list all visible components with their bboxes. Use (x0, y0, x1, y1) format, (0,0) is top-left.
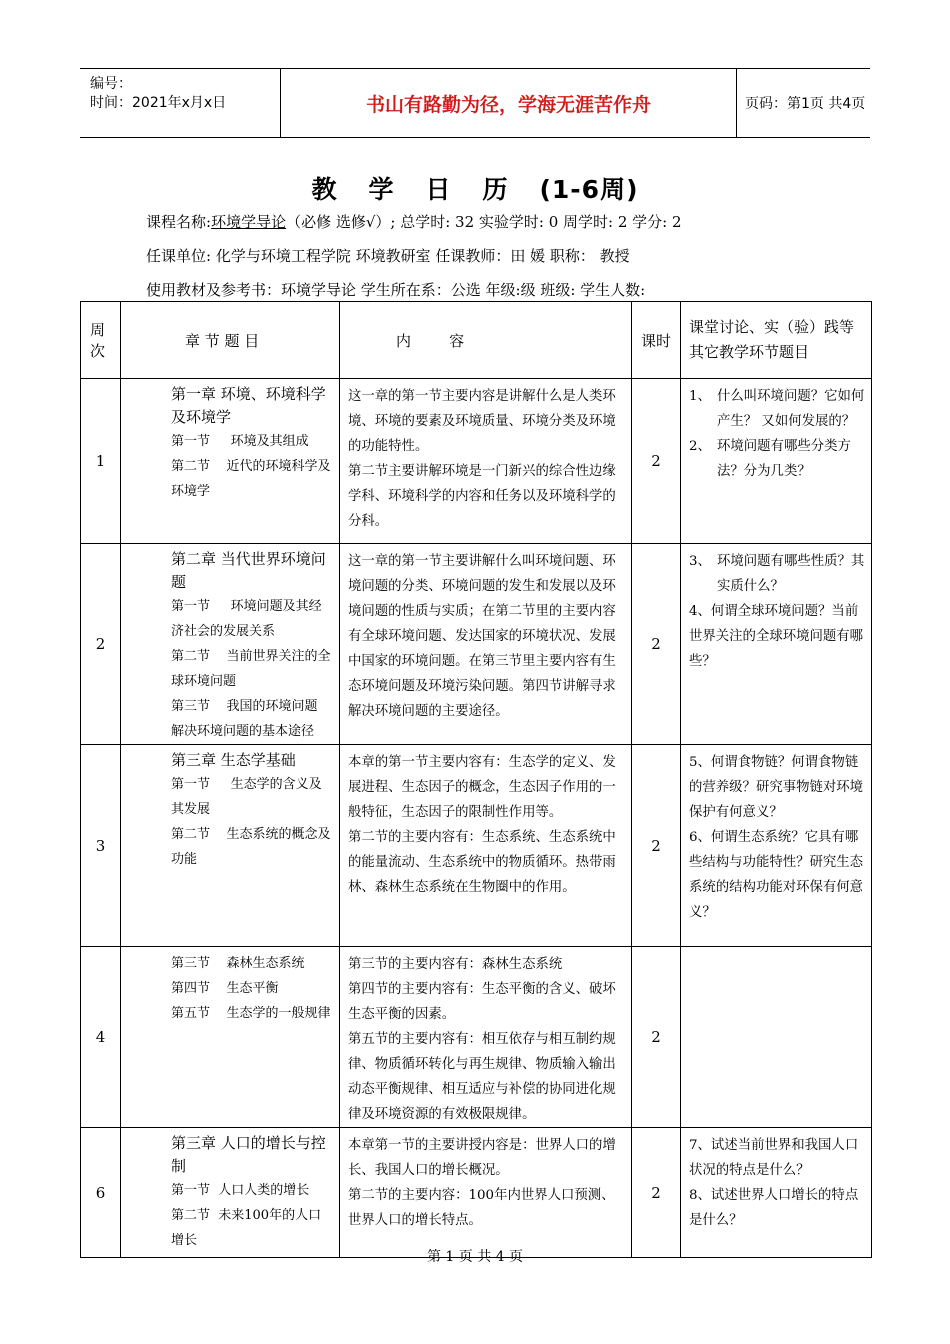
header-discussion: 课堂讨论、实（验）践等其它教学环节题目 (681, 302, 872, 379)
table-row (81, 1128, 872, 1258)
discussion-text: 环境问题有哪些性质？其实质什么？ (717, 554, 865, 594)
section-title: 第三节 我国的环境问题 (171, 699, 318, 714)
section-title: 第四节 生态平衡 (171, 981, 279, 996)
discussion-item (689, 549, 865, 599)
discussion-item (689, 1133, 865, 1183)
section-title: 解决环境问题的基本途径 (171, 724, 315, 739)
discussion-item (689, 599, 865, 674)
hours-cell: 2 (632, 544, 681, 745)
header-motto-cell (280, 69, 737, 137)
course-info-line-3: 使用教材及参考书：环境学导论 学生所在系：公选 年级:级 班级: 学生人数: (146, 281, 646, 299)
course-info-rest: （必修 选修√）; 总学时: 32 实验学时: 0 周学时: 2 学分: 2 (286, 213, 682, 231)
header-left-cell (80, 69, 280, 137)
week-cell: 2 (81, 544, 121, 745)
section-title: 第一节 生态学的含义及其发展 (171, 777, 322, 817)
header-content: 内 容 (340, 302, 632, 379)
hours-cell: 2 (632, 1128, 681, 1258)
hours-cell: 2 (632, 379, 681, 544)
discussion-cell (681, 745, 872, 947)
chapter-title: 第一章 环境、环境科学及环境学 (171, 385, 326, 426)
header-week: 周次 (81, 302, 121, 379)
table-row (81, 745, 872, 947)
section-title: 第二节 生态系统的概念及功能 (171, 827, 331, 867)
header-chapter: 章 节 题 目 (121, 302, 340, 379)
title-weeks: (1-6周) (539, 175, 639, 204)
hours-cell: 2 (632, 745, 681, 947)
content-cell: 第三节的主要内容有：森林生态系统 第四节的主要内容有：生态平衡的含义、破坏生态平衡的因素。 第五节的主要内容有：相互依存与相互制约规律、物质循环转化与再生规律、物质输入输出动态平衡规律、相互适应与补偿的协同进化规律及环境资源的有效极限规律。 (340, 947, 632, 1128)
discussion-item (689, 825, 865, 925)
chapter-title: 第三章 生态学基础 (171, 751, 296, 769)
page-number-label: 页码：第1页 共4页 (745, 96, 866, 112)
chapter-cell (121, 1128, 340, 1258)
title-main: 教学日历 (311, 175, 540, 204)
page-footer: 第 1 页 共 4 页 (426, 1249, 524, 1265)
discussion-text: 7、试述当前世界和我国人口状况的特点是什么？ (689, 1138, 859, 1178)
discussion-cell (681, 544, 872, 745)
discussion-item (689, 384, 865, 434)
page-title (0, 170, 950, 206)
page-header (80, 68, 870, 138)
section-title: 第三节 森林生态系统 (171, 956, 305, 971)
chapter-cell (121, 379, 340, 544)
course-info-line-1 (146, 211, 682, 232)
table-row (81, 947, 872, 1128)
week-cell: 3 (81, 745, 121, 947)
section-title: 第二节 当前世界关注的全球环境问题 (171, 649, 331, 689)
discussion-item (689, 750, 865, 825)
table-row (81, 379, 872, 544)
discussion-item (689, 434, 865, 484)
number-label: 编号： (90, 76, 132, 92)
course-info-line-2: 任课单位: 化学与环境工程学院 环境教研室 任课教师：田 媛 职称： 教授 (146, 247, 630, 265)
motto-text: 书山有路勤为径，学海无涯苦作舟 (365, 93, 651, 116)
discussion-text: 5、何谓食物链？何谓食物链的营养级？研究事物链对环境保护有何意义？ (689, 755, 864, 820)
time-label: 时间：2021年x月x日 (90, 95, 227, 111)
week-cell: 6 (81, 1128, 121, 1258)
header-hours: 课时 (632, 302, 681, 379)
section-title: 第一节 环境问题及其经济社会的发展关系 (171, 599, 322, 639)
course-name: 环境学导论 (211, 213, 287, 231)
discussion-text: 8、试述世界人口增长的特点是什么？ (689, 1188, 859, 1228)
discussion-text: 4、何谓全球环境问题？当前世界关注的全球环境问题有哪些？ (689, 604, 864, 669)
week-cell: 1 (81, 379, 121, 544)
table-row (81, 544, 872, 745)
section-title: 第二节 近代的环境科学及环境学 (171, 459, 331, 499)
chapter-title: 第二章 当代世界环境问题 (171, 550, 326, 591)
section-title: 第五节 生态学的一般规律 (171, 1006, 331, 1021)
chapter-cell (121, 544, 340, 745)
week-cell: 4 (81, 947, 121, 1128)
discussion-number: 3、 (689, 554, 711, 569)
content-cell: 这一章的第一节主要内容是讲解什么是人类环境、环境的要素及环境质量、环境分类及环境的功能特性。 第二节主要讲解环境是一门新兴的综合性边缘学科、环境科学的内容和任务以及环境科学的分科。 (340, 379, 632, 544)
chapter-title: 第三章 人口的增长与控制 (171, 1134, 326, 1175)
chapter-cell (121, 745, 340, 947)
discussion-text: 6、何谓生态系统？它具有哪些结构与功能特性？研究生态系统的结构功能对环保有何意义？ (689, 830, 864, 920)
discussion-item (689, 1183, 865, 1233)
section-title: 第二节 未来100年的人口增长 (171, 1208, 322, 1248)
content-cell: 本章第一节的主要讲授内容是：世界人口的增长、我国人口的增长概况。 第二节的主要内容：100年内世界人口预测、世界人口的增长特点。 (340, 1128, 632, 1258)
chapter-cell (121, 947, 340, 1128)
teaching-calendar-table (80, 301, 872, 1258)
content-cell: 本章的第一节主要内容有：生态学的定义、发展进程、生态因子的概念，生态因子作用的一般特征，生态因子的限制性作用等。 第二节的主要内容有：生态系统、生态系统中的能量流动、生态系统中的物质循环。热带雨林、森林生态系统在生物圈中的作用。 (340, 745, 632, 947)
discussion-text: 什么叫环境问题？它如何产生？ 又如何发展的？ (717, 389, 865, 429)
table-header-row (81, 302, 872, 379)
discussion-number: 1、 (689, 389, 711, 404)
content-cell: 这一章的第一节主要讲解什么叫环境问题、环境问题的分类、环境问题的发生和发展以及环境问题的性质与实质；在第二节里的主要内容有全球环境问题、发达国家的环境状况、发展中国家的环境问题。在第三节里主要内容有生态环境问题及环境污染问题。第四节讲解寻求解决环境问题的主要途径。 (340, 544, 632, 745)
discussion-cell (681, 379, 872, 544)
section-title: 第一节 环境及其组成 (171, 434, 309, 449)
discussion-cell (681, 947, 872, 1128)
discussion-number: 2、 (689, 439, 711, 454)
course-name-label: 课程名称: (146, 213, 212, 231)
header-right-cell (736, 69, 870, 137)
section-title: 第一节 人口人类的增长 (171, 1183, 310, 1198)
hours-cell: 2 (632, 947, 681, 1128)
discussion-text: 环境问题有哪些分类方法？分为几类？ (717, 439, 851, 479)
discussion-cell (681, 1128, 872, 1258)
